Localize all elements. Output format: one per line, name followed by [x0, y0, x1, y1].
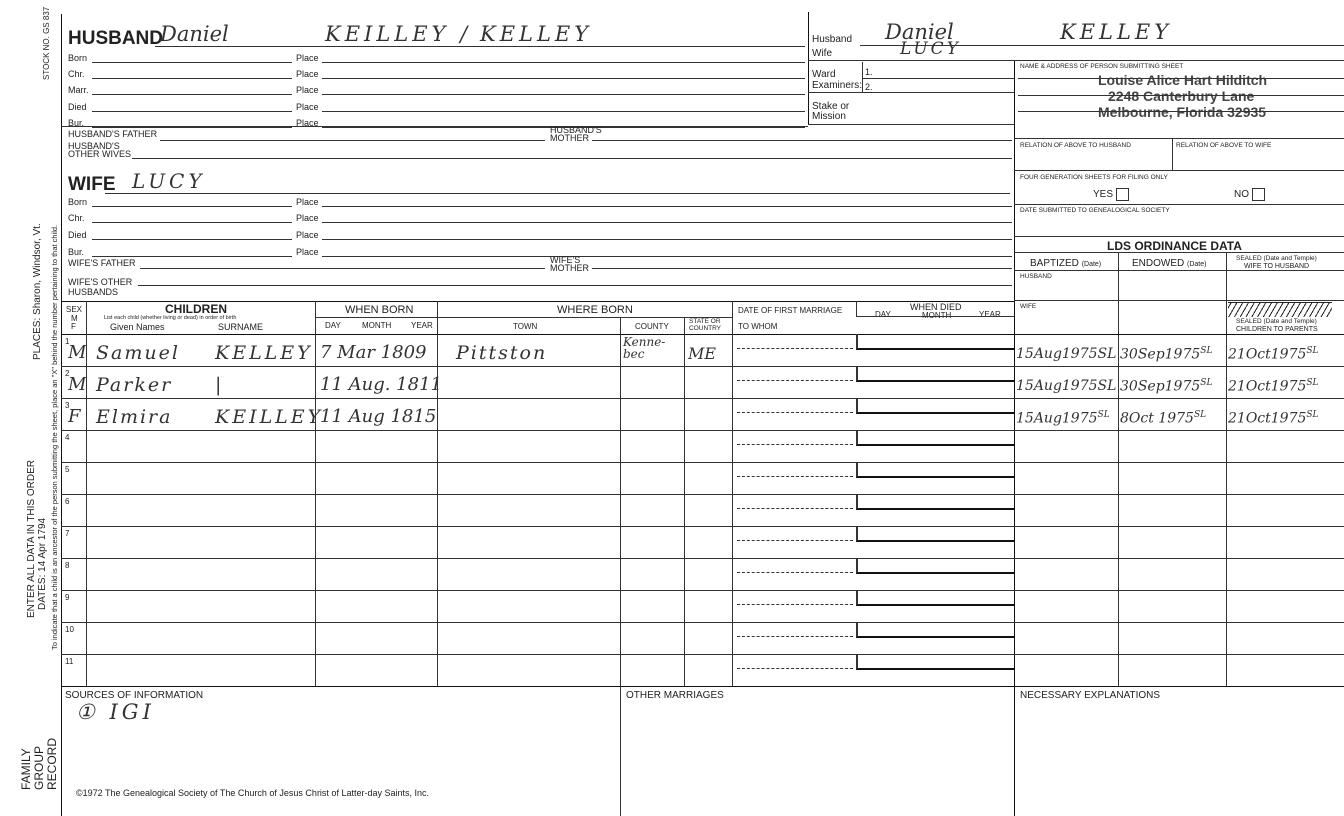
child-row-line	[61, 526, 1014, 527]
lds-endowed-temple: SL	[1193, 410, 1207, 420]
wife-name-line	[105, 193, 1010, 194]
husband-event-place-label: Place	[296, 85, 319, 95]
children-title: CHILDREN	[165, 302, 227, 316]
wife-event-place-label: Place	[296, 213, 319, 223]
child-row-line	[61, 558, 1014, 559]
wife-event-place-line	[322, 256, 1012, 257]
county-label: COUNTY	[635, 322, 669, 331]
lds-title: LDS ORDINANCE DATA	[1107, 239, 1242, 253]
child-surname[interactable]: KEILLEY	[215, 406, 324, 428]
sex-m-label: M	[71, 314, 78, 323]
sealed-children-label-2: CHILDREN TO PARENTS	[1236, 326, 1318, 333]
death-date-tick	[856, 622, 858, 637]
lds-endowed-value: 8Oct 1975	[1120, 410, 1194, 427]
death-date-tick	[856, 398, 858, 413]
lds-husband-line	[1014, 300, 1344, 301]
child-row-line	[61, 398, 1014, 399]
record-label: RECORD	[45, 737, 59, 790]
husband-event-date-line	[92, 78, 292, 79]
child-row-line	[61, 590, 1014, 591]
lds-baptized-value: 15Aug1975	[1016, 410, 1098, 427]
death-date-line	[856, 668, 1014, 670]
relation-wife-label: RELATION OF ABOVE TO WIFE	[1176, 142, 1272, 149]
death-date-tick	[856, 526, 858, 541]
header-divider	[808, 12, 809, 125]
child-number: 2	[65, 369, 70, 378]
sealed-children-label-1: SEALED (Date and Temple)	[1236, 318, 1317, 325]
header-husband-given[interactable]: Daniel	[885, 20, 954, 44]
wife-event-place-line	[322, 222, 1012, 223]
stake-bottom-line	[808, 124, 1014, 125]
group-label: GROUP	[32, 745, 46, 790]
child-birth-county[interactable]: Kenne-bec	[623, 335, 666, 361]
lds-sealed-date[interactable]	[1228, 378, 1319, 395]
husband-event-place-line	[322, 94, 805, 95]
child-sex[interactable]: M	[68, 342, 87, 363]
wife-event-place-label: Place	[296, 247, 319, 257]
header-wife-label: Wife	[812, 48, 832, 59]
death-date-tick	[856, 590, 858, 605]
when-born-label: WHEN BORN	[345, 304, 414, 316]
death-date-tick	[856, 430, 858, 445]
lds-endowed-value: 30Sep1975	[1120, 378, 1201, 395]
lds-row-line	[1014, 398, 1344, 399]
child-birth-state[interactable]: ME	[688, 344, 717, 363]
col-died-head	[856, 301, 857, 317]
yes-label: YES	[1093, 189, 1114, 201]
lds-baptized-value: 15Aug1975SL	[1016, 378, 1117, 394]
wife-event-date-line	[92, 256, 292, 257]
child-number: 5	[65, 465, 70, 474]
husband-other-wives-line	[132, 158, 1012, 159]
lds-sealed-temple: SL	[1306, 346, 1319, 356]
child-given-name[interactable]: Samuel	[96, 342, 180, 364]
sources-label: SOURCES OF INFORMATION	[65, 690, 204, 701]
husband-given[interactable]: Daniel	[160, 22, 229, 46]
husband-event-place-line	[322, 62, 805, 63]
child-surname[interactable]: |	[215, 374, 225, 396]
husband-event-label: Died	[68, 102, 87, 112]
child-row-line	[61, 494, 1014, 495]
wife-event-place-label: Place	[296, 197, 319, 207]
lds-endowed-date[interactable]	[1120, 410, 1206, 427]
lds-sealed-date[interactable]	[1228, 346, 1319, 363]
ward-bottom-line	[808, 92, 1014, 93]
child-row-line	[61, 622, 1014, 623]
state-label-1: STATE OR	[689, 318, 721, 325]
sources-value[interactable]: ① IGI	[76, 700, 155, 724]
examiner-2: 2.	[865, 82, 873, 92]
death-date-tick	[856, 494, 858, 509]
husband-event-place-line	[322, 78, 805, 79]
date-submitted-label: DATE SUBMITTED TO GENEALOGICAL SOCIETY	[1020, 207, 1170, 214]
death-date-tick	[856, 462, 858, 477]
death-date-line	[856, 508, 1014, 510]
husband-mother-label-1: HUSBAND'S	[550, 125, 602, 135]
husband-mother-line	[592, 140, 1012, 141]
child-sex[interactable]: F	[68, 406, 81, 427]
died-day-label: DAY	[875, 310, 891, 319]
dates-note: DATES: 14 Apr 1794	[37, 517, 48, 610]
child-birth-town[interactable]: Pittston	[456, 342, 548, 364]
lds-husband-label: HUSBAND	[1020, 273, 1052, 280]
marriage-label: DATE OF FIRST MARRIAGE	[738, 306, 843, 315]
lds-baptized-date[interactable]	[1016, 410, 1110, 427]
places-note: PLACES: Sharon, Windsor, Vt.	[32, 223, 43, 360]
baptized-text: BAPTIZED	[1030, 258, 1079, 269]
marriage-date-dash	[737, 476, 853, 477]
baptized-label	[1030, 258, 1101, 270]
submitter-street[interactable]: 2248 Canterbury Lane	[1108, 88, 1255, 104]
death-date-line	[856, 636, 1014, 638]
death-date-line	[856, 540, 1014, 542]
wife-event-place-line	[322, 206, 1012, 207]
submitter-name[interactable]: Louise Alice Hart Hilditch	[1098, 72, 1268, 88]
death-date-line	[856, 476, 1014, 478]
husband-name-line	[155, 46, 805, 47]
ward-label: Ward	[812, 69, 836, 80]
submitter-line-3	[1018, 111, 1344, 112]
lds-col-divider-2	[1226, 252, 1227, 686]
lds-endowed-date[interactable]	[1120, 346, 1212, 363]
child-birth-date[interactable]: 11 Aug. 1811	[320, 374, 442, 395]
stake-label-2: Mission	[812, 111, 846, 122]
lds-row-line	[1014, 558, 1344, 559]
sex-label: SEX	[66, 305, 83, 314]
children-subheader-line	[315, 317, 732, 318]
death-date-tick	[856, 558, 858, 573]
header-husband-surname[interactable]: KELLEY	[1060, 20, 1173, 44]
died-subheader-line	[856, 316, 1014, 317]
wife-given[interactable]: LUCY	[132, 169, 206, 193]
lds-baptized-temple: SL	[1097, 410, 1110, 420]
husband-event-date-line	[92, 127, 292, 128]
wife-other-husbands-label-1: WIFE'S OTHER	[68, 277, 133, 287]
wife-event-label: Born	[68, 197, 88, 207]
endowed-date-label: (Date)	[1187, 261, 1207, 268]
husband-other-wives-label-2: OTHER WIVES	[68, 149, 132, 159]
given-names-label: Given Names	[110, 322, 165, 332]
when-died-label: WHEN DIED	[910, 302, 962, 312]
wife-mother-line	[592, 268, 1012, 269]
child-sex[interactable]: M	[68, 374, 87, 395]
lds-sealed-value: 21Oct1975	[1228, 410, 1307, 427]
ancestor-x-note: To indicate that a child is an ancestor of the person submitting the sheet, place an "X" behind the number pertaining to that child.	[50, 224, 59, 650]
submitter-line-1	[1018, 78, 1344, 79]
no-label: NO	[1234, 189, 1249, 201]
husband-event-label: Chr.	[68, 69, 85, 79]
husband-event-label: Marr.	[68, 85, 89, 95]
left-border	[61, 14, 62, 816]
where-born-label: WHERE BORN	[557, 304, 633, 316]
husband-surname-2[interactable]: KELLEY	[480, 22, 593, 46]
header-husband-label: Husband	[812, 34, 853, 45]
lds-sealed-value: 21Oct1975	[1228, 378, 1307, 395]
wife-event-place-line	[322, 239, 1012, 240]
lds-row-line	[1014, 462, 1344, 463]
marriage-date-dash	[737, 572, 853, 573]
child-number: 11	[65, 657, 74, 666]
husband-event-date-line	[92, 94, 292, 95]
child-row-line	[61, 430, 1014, 431]
header-wife-line	[808, 60, 1344, 61]
child-row-line	[61, 462, 1014, 463]
relation-divider	[1172, 138, 1173, 170]
yes-checkbox[interactable]	[1116, 188, 1129, 201]
yes-option[interactable]	[1093, 188, 1129, 201]
wife-event-place-label: Place	[296, 230, 319, 240]
wife-event-date-line	[92, 222, 292, 223]
marriage-date-dash	[737, 444, 853, 445]
four-gen-bottom-line	[1014, 204, 1344, 205]
other-marriages-label: OTHER MARRIAGES	[626, 690, 724, 701]
lds-row-line	[1014, 622, 1344, 623]
death-date-line	[856, 348, 1014, 350]
children-header-bottom	[61, 334, 1344, 335]
no-checkbox[interactable]	[1252, 188, 1265, 201]
death-date-line	[856, 380, 1014, 382]
right-section-divider	[1014, 60, 1015, 816]
relation-bottom-line	[1014, 170, 1344, 171]
death-date-line	[856, 572, 1014, 574]
examiner-mid-line	[862, 78, 1014, 79]
sex-f-label: F	[71, 322, 76, 331]
marriage-date-dash	[737, 636, 853, 637]
child-number: 8	[65, 561, 70, 570]
child-given-name[interactable]: Elmira	[96, 406, 173, 428]
born-month-label: MONTH	[362, 321, 392, 330]
wife-father-line	[140, 268, 545, 269]
lds-row-line	[1014, 430, 1344, 431]
wife-mother-label-2: MOTHER	[550, 263, 589, 273]
husband-event-date-line	[92, 111, 292, 112]
copyright: ©1972 The Genealogical Society of The Church of Jesus Christ of Latter-day Saints, Inc.	[76, 788, 429, 798]
lds-endowed-value: 30Sep1975	[1120, 346, 1201, 363]
family-label: FAMILY	[19, 748, 33, 790]
footer-divider	[620, 686, 621, 816]
lds-baptized-value: 15Aug1975SL	[1016, 346, 1117, 362]
surname-label: SURNAME	[218, 322, 264, 332]
wife-mother-label-1: WIFE'S	[550, 255, 581, 265]
husband-event-place-label: Place	[296, 53, 319, 63]
sealed-hatch	[1228, 302, 1332, 317]
husband-event-place-line	[322, 111, 805, 112]
child-surname[interactable]: KELLEY	[215, 342, 313, 364]
col-county	[620, 317, 621, 686]
lds-wife-label: WIFE	[1020, 303, 1037, 310]
marriage-date-dash	[737, 668, 853, 669]
submitter-city[interactable]: Melbourne, Florida 32935	[1098, 104, 1267, 120]
marriage-date-dash	[737, 604, 853, 605]
child-number: 4	[65, 433, 70, 442]
marriage-date-dash	[737, 412, 853, 413]
state-label-2: COUNTRY	[689, 325, 722, 332]
child-number: 9	[65, 593, 70, 602]
town-label: TOWN	[513, 322, 538, 331]
lds-row-line	[1014, 590, 1344, 591]
born-year-label: YEAR	[411, 321, 433, 330]
husband-event-place-label: Place	[296, 102, 319, 112]
husband-event-place-label: Place	[296, 69, 319, 79]
examiner-divider	[862, 62, 863, 92]
lds-row-line	[1014, 494, 1344, 495]
wife-father-label: WIFE'S FATHER	[68, 258, 136, 268]
marriage-date-dash	[737, 508, 853, 509]
death-date-tick	[856, 334, 858, 349]
husband-father-line	[160, 140, 545, 141]
baptized-date-label: (Date)	[1081, 261, 1102, 268]
death-date-tick	[856, 654, 858, 669]
submitter-bottom-line	[1014, 138, 1344, 139]
wife-other-husbands-label-2: HUSBANDS	[68, 287, 119, 297]
husband-father-label: HUSBAND'S FATHER	[68, 129, 158, 139]
lds-endowed-temple: SL	[1200, 346, 1213, 356]
lds-endowed-temple: SL	[1200, 378, 1213, 388]
lds-sealed-temple: SL	[1306, 410, 1319, 420]
child-number: 3	[65, 401, 70, 410]
child-number: 1	[65, 337, 70, 346]
death-date-line	[856, 444, 1014, 446]
wife-event-label: Bur.	[68, 247, 85, 257]
wife-event-date-line	[92, 206, 292, 207]
death-date-line	[856, 604, 1014, 606]
lds-header-line	[1014, 270, 1344, 271]
wife-label: WIFE	[68, 174, 116, 195]
lds-row-line	[1014, 366, 1344, 367]
lds-col-divider-1	[1118, 252, 1119, 686]
lds-baptized-date[interactable]	[1016, 346, 1116, 362]
col-state	[684, 317, 685, 686]
header-wife-given[interactable]: LUCY	[900, 39, 961, 59]
lds-endowed-date[interactable]	[1120, 378, 1212, 395]
wife-other-husbands-line	[138, 285, 1012, 286]
relation-husband-label: RELATION OF ABOVE TO HUSBAND	[1020, 142, 1131, 149]
child-number: 6	[65, 497, 70, 506]
child-row-line	[61, 366, 1014, 367]
examiner-1: 1.	[865, 67, 873, 77]
child-birth-date[interactable]: 7 Mar 1809	[320, 342, 427, 363]
enter-data-order: ENTER ALL DATA IN THIS ORDER	[26, 460, 37, 618]
endowed-label	[1132, 258, 1206, 270]
lds-baptized-date[interactable]	[1016, 378, 1116, 394]
lds-title-line	[1014, 252, 1344, 253]
born-day-label: DAY	[325, 321, 341, 330]
died-month-label: MONTH	[922, 311, 952, 320]
to-whom-label: TO WHOM	[738, 322, 778, 331]
husband-event-label: Bur.	[68, 118, 85, 128]
marriage-date-dash	[737, 540, 853, 541]
sealed-wife-label-2: WIFE TO HUSBAND	[1244, 263, 1310, 270]
marriage-date-dash	[737, 380, 853, 381]
lds-row-line	[1014, 654, 1344, 655]
child-birth-date[interactable]: 11 Aug 1815	[320, 406, 437, 427]
husband-event-date-line	[92, 62, 292, 63]
husband-label: HUSBAND	[68, 28, 163, 49]
submitter-label: NAME & ADDRESS OF PERSON SUBMITTING SHEET	[1020, 63, 1184, 70]
wife-event-date-line	[92, 239, 292, 240]
lds-row-line	[1014, 526, 1344, 527]
explanations-label: NECESSARY EXPLANATIONS	[1020, 690, 1161, 701]
husband-other-wives-label-1: HUSBAND'S	[68, 141, 120, 151]
wife-event-label: Chr.	[68, 213, 85, 223]
submitter-line-2	[1018, 95, 1344, 96]
died-year-label: YEAR	[979, 310, 1001, 319]
stock-number: STOCK NO. GS 837	[42, 6, 51, 80]
marriage-date-dash	[737, 348, 853, 349]
sealed-wife-label-1: SEALED (Date and Temple)	[1236, 255, 1317, 262]
lds-sealed-value: 21Oct1975	[1228, 346, 1307, 363]
husband-event-place-label: Place	[296, 118, 319, 128]
examiners-label: Examiners:	[812, 80, 863, 91]
no-option[interactable]	[1234, 188, 1265, 201]
stake-label-1: Stake or	[812, 101, 850, 112]
husband-mother-label-2: MOTHER	[550, 133, 589, 143]
endowed-text: ENDOWED	[1132, 258, 1185, 269]
children-subtitle: List each child (whether living or dead) in order of birth	[104, 315, 237, 321]
husband-event-label: Born	[68, 53, 88, 63]
husband-surname-1[interactable]: KEILLEY /	[325, 22, 472, 46]
child-given-name[interactable]: Parker	[96, 374, 173, 396]
death-date-line	[856, 412, 1014, 414]
lds-sealed-temple: SL	[1306, 378, 1319, 388]
lds-sealed-date[interactable]	[1228, 410, 1319, 427]
four-gen-label: FOUR GENERATION SHEETS FOR FILING ONLY	[1020, 174, 1168, 181]
death-date-tick	[856, 366, 858, 381]
child-number: 7	[65, 529, 70, 538]
child-row-line	[61, 654, 1014, 655]
date-submitted-bottom-line	[1014, 236, 1344, 237]
wife-event-label: Died	[68, 230, 87, 240]
footer-top-line	[61, 686, 1344, 687]
husband-section-line	[61, 126, 808, 127]
child-number: 10	[65, 625, 74, 634]
